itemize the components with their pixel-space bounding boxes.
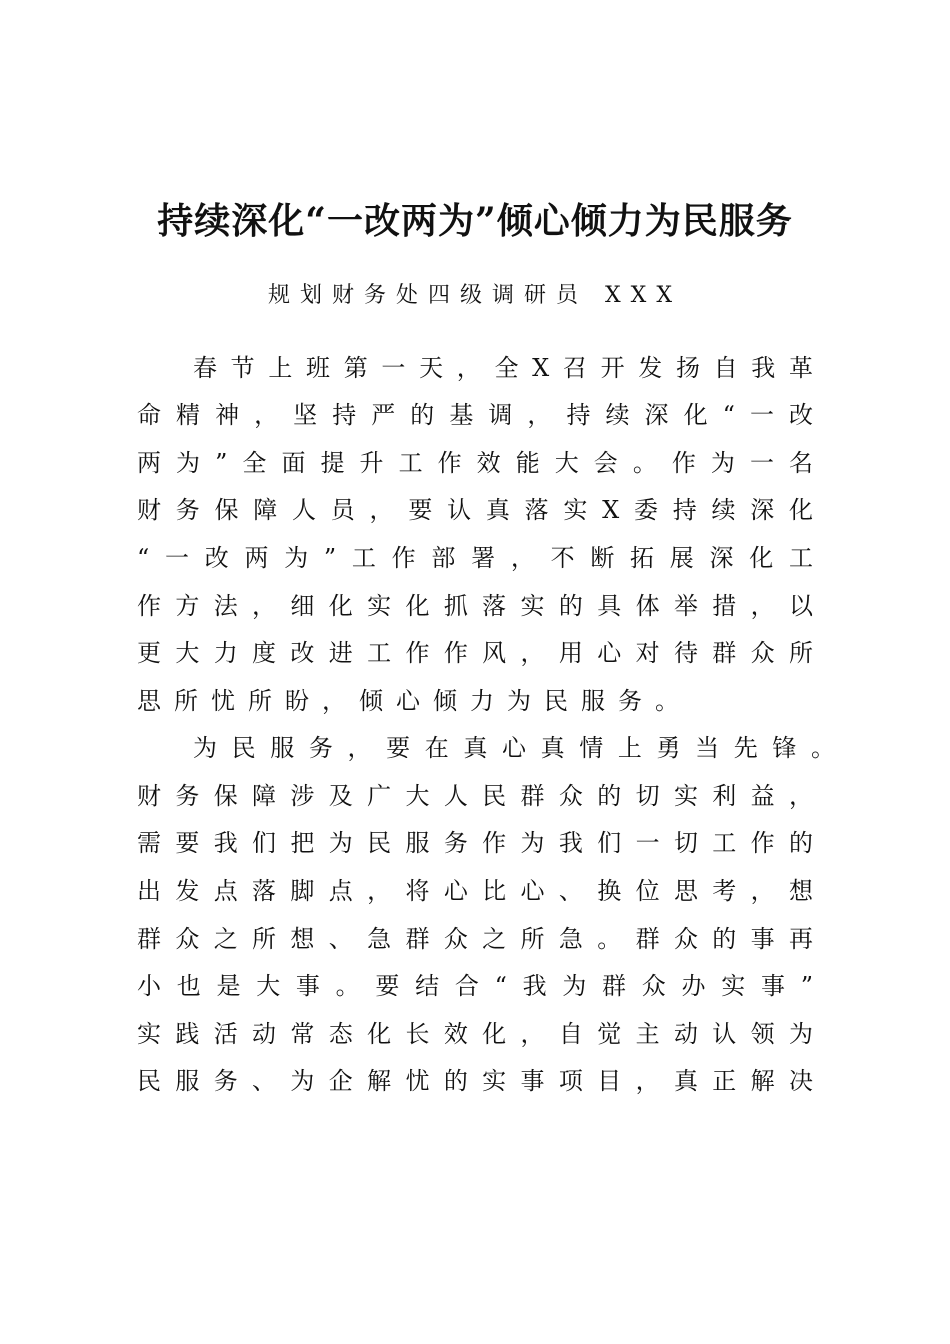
paragraph-2-line-6: 小也是大事。要结合“我为群众办实事” xyxy=(137,972,813,1000)
paragraph-1-line-4: 财务保障人员，要认真落实X委持续深化 xyxy=(137,496,813,524)
paragraph-2-line-3: 需要我们把为民服务作为我们一切工作的 xyxy=(137,829,813,857)
paragraph-2-line-7: 实践活动常态化长效化，自觉主动认领为 xyxy=(137,1020,813,1048)
paragraph-2-line-1: 为民服务，要在真心真情上勇当先锋。 xyxy=(193,734,835,762)
paragraph-1-line-8: 思所忧所盼，倾心倾力为民服务。 xyxy=(137,687,692,715)
paragraph-1-line-3: 两为”全面提升工作效能大会。作为一名 xyxy=(137,449,813,477)
paragraph-1-line-2: 命精神，坚持严的基调，持续深化“一改 xyxy=(137,401,813,429)
paragraph-1-line-7: 更大力度改进工作作风，用心对待群众所 xyxy=(137,639,813,667)
paragraph-2-line-4: 出发点落脚点，将心比心、换位思考，想 xyxy=(137,877,813,905)
paragraph-2-line-8: 民服务、为企解忧的实事项目，真正解决 xyxy=(137,1067,813,1095)
paragraph-2-line-5: 群众之所想、急群众之所急。群众的事再 xyxy=(137,925,813,953)
document-author: 规划财务处四级调研员 XXX xyxy=(268,283,682,308)
paragraph-1-line-6: 作方法，细化实化抓落实的具体举措，以 xyxy=(137,592,813,620)
paragraph-1-line-1: 春节上班第一天，全X召开发扬自我革 xyxy=(193,354,813,382)
document-title: 持续深化“一改两为”倾心倾力为民服务 xyxy=(157,200,793,242)
paragraph-2-line-2: 财务保障涉及广大人民群众的切实利益， xyxy=(137,782,813,810)
paragraph-1-line-5: “一改两为”工作部署，不断拓展深化工 xyxy=(137,544,813,572)
